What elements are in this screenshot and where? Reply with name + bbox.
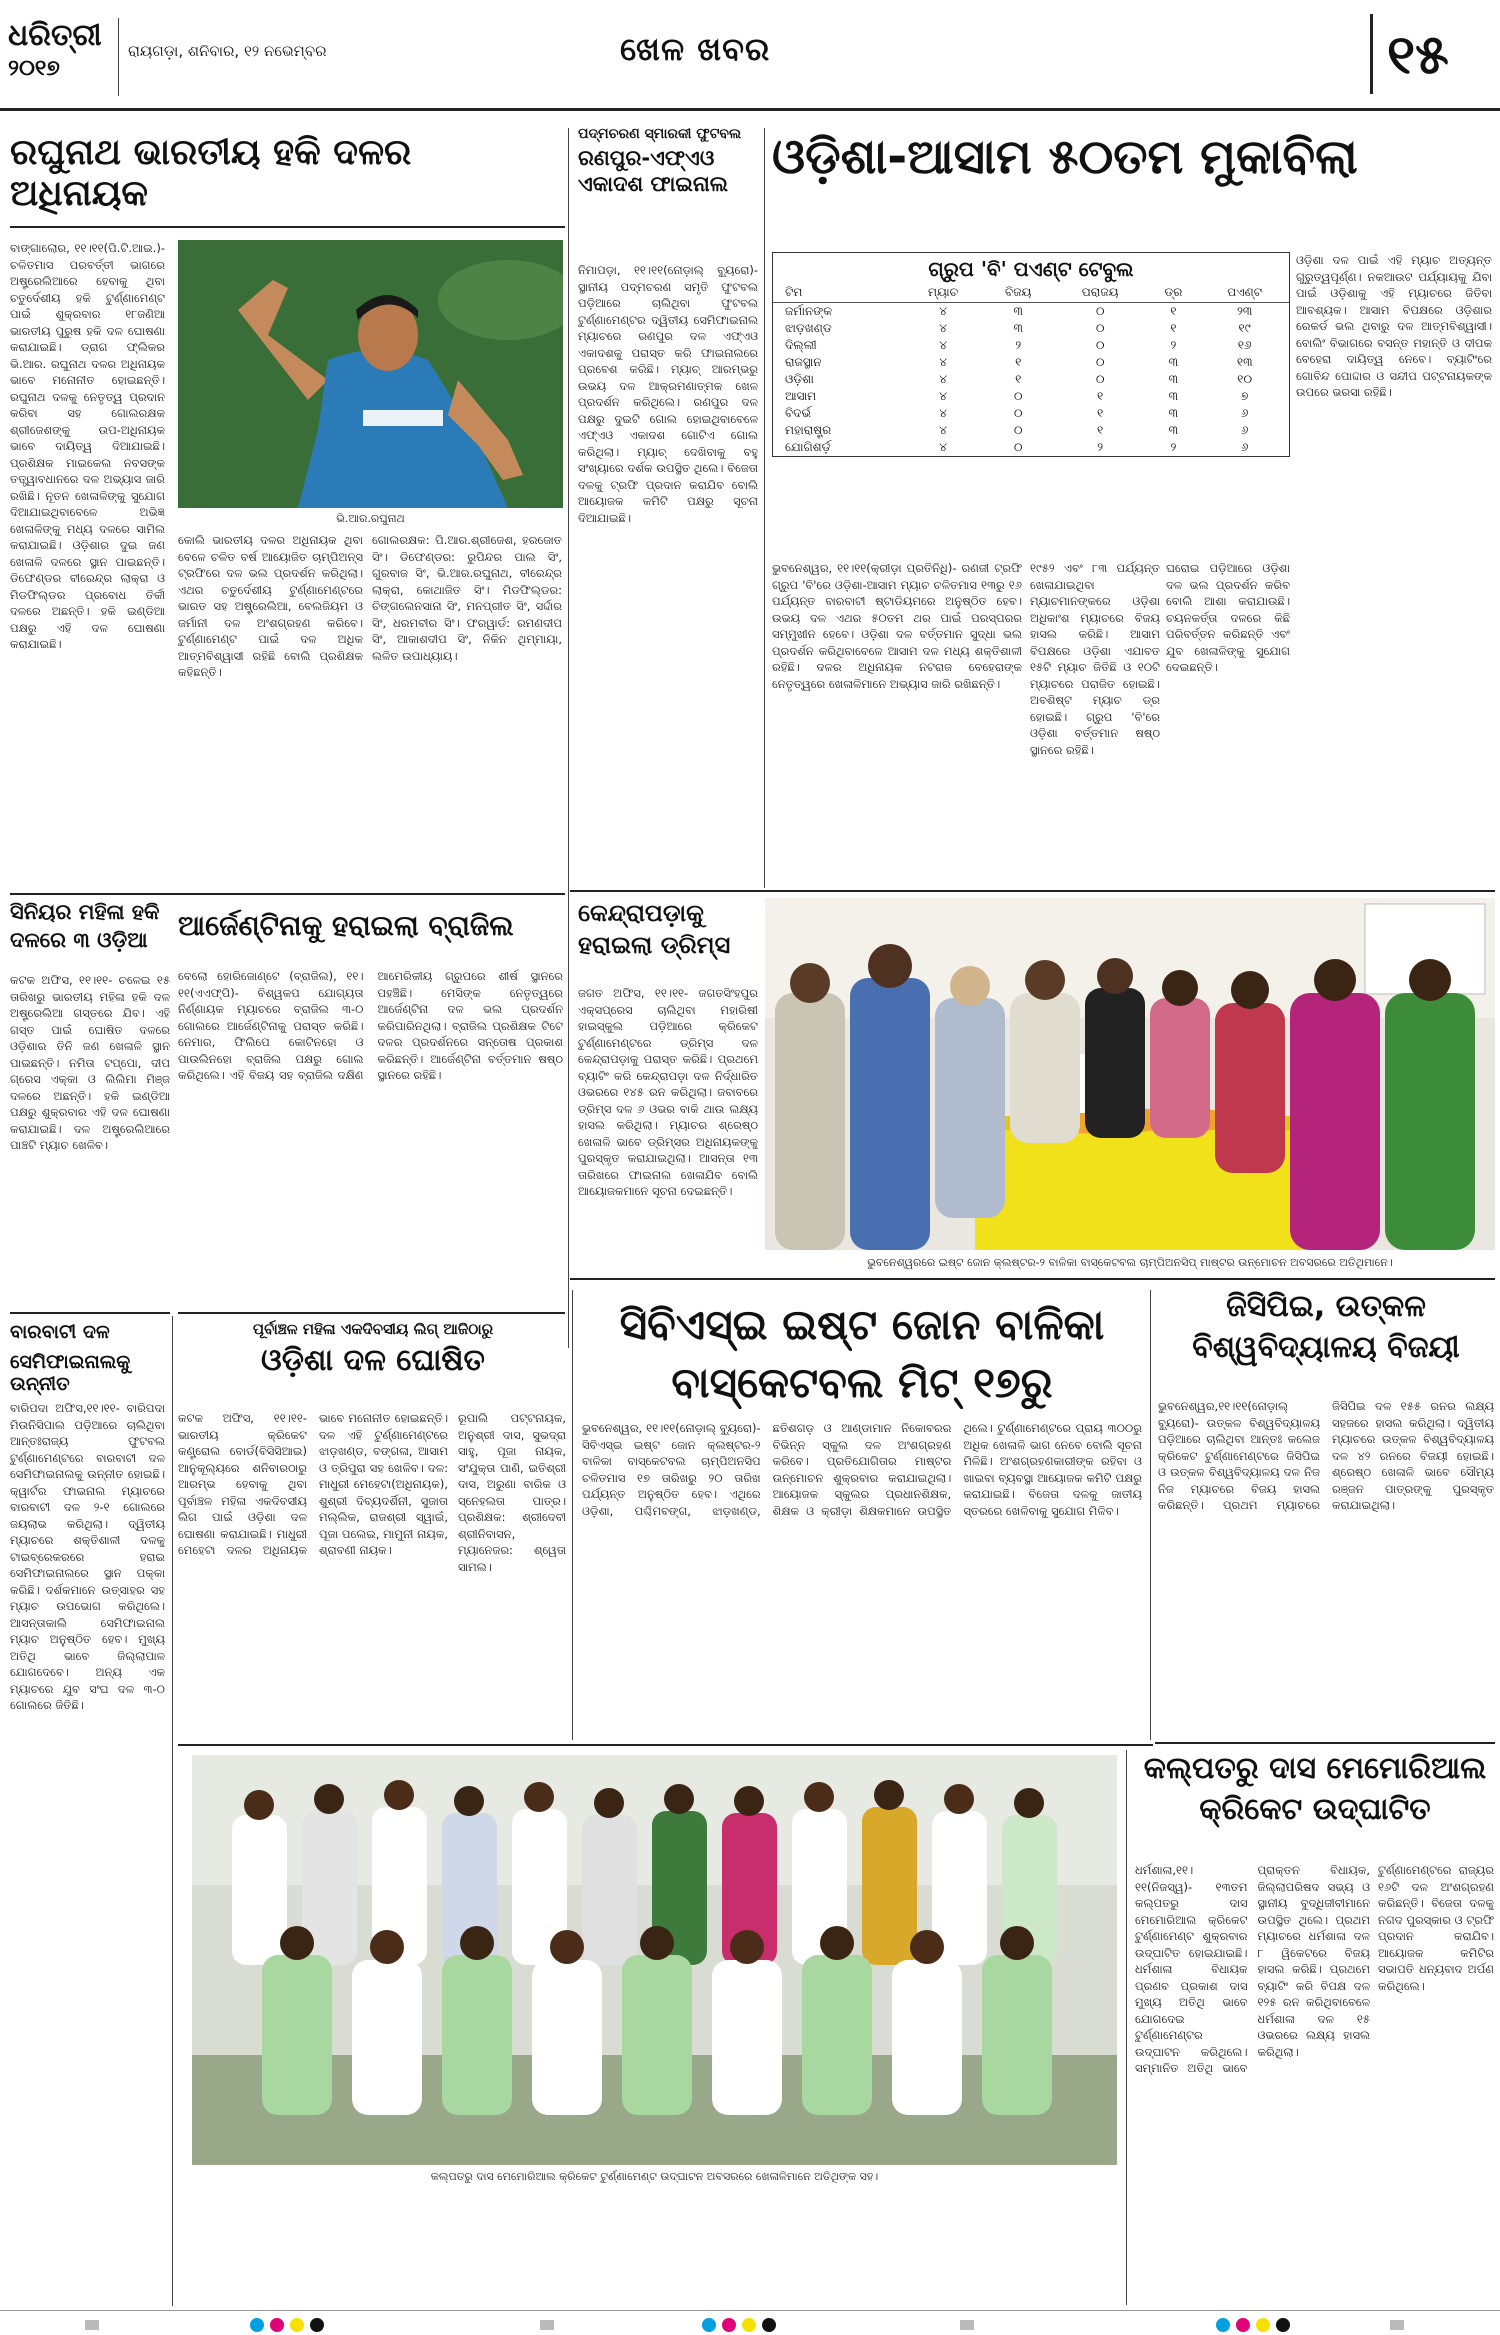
kalpataru-headline-line1: କଲ୍ପତରୁ ଦାସ ମେମୋରିଆଲ	[1143, 1751, 1487, 1786]
points-table-cell: ୦	[1013, 440, 1023, 454]
women-hockey-body: କଟକ ଅଫିସ, ୧୧।୧୧- ଚଳେଇ ୧୫ ତାରିଖରୁ ଭାରତୀୟ ମହିଳା ହକି ଦଳ ଅଷ୍ଟ୍ରେଲିଆ ଗସ୍ତରେ ଯିବ। ଏହି ଗସ୍ତ ପାଇଁ ଘୋଷିତ ଦଳରେ ଓଡ଼ିଶାର ତିନି ଜଣ ଖେଳାଳି ସ୍ଥାନ ପାଇଛନ୍ତି। ନମିତା ଟପ୍ପୋ, ଦୀପ ଗ୍ରେସ ଏକ୍କା ଓ ଲିଲିମା ମିଞ୍ଜ ଦଳରେ ଅଛନ୍ତି। ହକି ଇଣ୍ଡିଆ ପକ୍ଷରୁ ଶୁକ୍ରବାର ଏହି ଦଳ ଘୋଷଣା କରାଯାଇଛି। ଦଳ ଅଷ୍ଟ୍ରେଲିଆରେ ପାଞ୍ଚଟି ମ୍ୟାଚ ଖେଳିବ।	[10, 973, 170, 1152]
points-table-cell: ୩	[1168, 423, 1179, 437]
points-table-cell: ୨	[1170, 338, 1177, 352]
kendrapara-headline-block	[578, 900, 758, 959]
points-table-cell: ୬	[1240, 440, 1249, 454]
women-hockey-headline-block	[10, 900, 170, 952]
points-table-cell: ୨	[1015, 338, 1022, 352]
points-table-cell: ୨	[1097, 440, 1104, 454]
points-table-header-cell: ବିଜୟ	[983, 283, 1054, 303]
points-table-cell: ୪	[939, 389, 947, 403]
kendrapara-headline-line1: କେନ୍ଦ୍ରାପଡ଼ାକୁ	[578, 899, 704, 927]
section-rule	[570, 1278, 1495, 1280]
points-table-cell: ୩	[1168, 406, 1179, 420]
cricket-team-illustration	[192, 1755, 1117, 2165]
hockey-captain-headline: ରଘୁନାଥ ଭାରତୀୟ ହକି ଦଳର ଅଧିନାୟକ	[10, 132, 412, 215]
edition-code: ୨୦୧୭	[8, 55, 60, 81]
cricket-team-photo	[192, 1755, 1117, 2165]
points-table-cell: ୩	[1013, 304, 1023, 318]
kalpataru-body: ଧର୍ମଶାଳା,୧୧।୧୧(ନିଜସ୍ୱ)- ୧୩ତମ କଲ୍ପତରୁ ଦାସ ମେମୋରିଆଲ କ୍ରିକେଟ ଟୁର୍ଣ୍ଣାମେଣ୍ଟ ଶୁକ୍ରବାର ଉଦ୍‌ଘାଟିତ ହୋଇଯାଇଛି। ଧର୍ମଶାଳା ବିଧାୟକ ପ୍ରଣବ ପ୍ରକାଶ ଦାସ ମୁଖ୍ୟ ଅତିଥି ଭାବେ ଯୋଗଦେଇ ଟୁର୍ଣ୍ଣାମେଣ୍ଟର ଉଦ୍‌ଘାଟନ କରିଥିଲେ। ସମ୍ମାନିତ ଅତିଥି ଭାବେ ପ୍ରାକ୍ତନ ବିଧାୟକ, ଜିଲ୍ଲାପରିଷଦ ସଭ୍ୟ ଓ ସ୍ଥାନୀୟ ବୁଦ୍ଧିଜୀବୀମାନେ ଉପସ୍ଥିତ ଥିଲେ। ପ୍ରଥମ ମ୍ୟାଚରେ ଧର୍ମଶାଳା ଦଳ ୮ ୱିକେଟରେ ବିଜୟ ହାସଲ କରିଛି। ପ୍ରଥମେ ବ୍ୟାଟିଂ କରି ବିପକ୍ଷ ଦଳ ୧୨୫ ରନ କରିଥିବାବେଳେ ଧର୍ମଶାଳା ଦଳ ୧୫ ଓଭରରେ ଲକ୍ଷ୍ୟ ହାସଲ କରିଥିଲା।	[1135, 1863, 1370, 2075]
logo-text: ଧରିତ୍ରୀ	[8, 18, 102, 53]
page-number: ୧୫	[1387, 22, 1449, 86]
points-table-cell: ୪	[939, 406, 947, 420]
points-table-cell: ୦	[1095, 372, 1105, 386]
section-rule	[178, 1312, 565, 1314]
kalpataru-headline-line2: କ୍ରିକେଟ ଉଦ୍‌ଘାଟିତ	[1199, 1791, 1431, 1827]
front-row-players	[262, 1926, 1052, 2115]
points-table-header-cell: ମ୍ୟାଚ	[904, 283, 983, 303]
column-rule	[568, 128, 569, 1348]
hockey-story-col2: କୋଲି ଭାରତୀୟ ଦଳର ଅଧିନାୟକ ଥିବା ବେଳେ ଚଳିତ ବର୍ଷ ଆୟୋଜିତ ଚାମ୍ପିଅନ୍ସ ଟ୍ରଫିରେ ଦଳ ଭଲ ପ୍ରଦର୍ଶନ କରିଥିଲା। ଏଥର ଚତୁର୍ଦେଶୀୟ ଟୁର୍ଣ୍ଣାମେଣ୍ଟରେ ଭାରତ ସହ ଅଷ୍ଟ୍ରେଲିଆ, ବେଲଜିୟମ ଓ ଜର୍ମାନୀ ଦଳ ଅଂଶଗ୍ରହଣ କରିବେ। ଟୁର୍ଣ୍ଣାମେଣ୍ଟ ପାଇଁ ଦଳ ଅଧିକ ଆତ୍ମବିଶ୍ୱାସୀ ରହିଛି ବୋଲି ପ୍ରଶିକ୍ଷକ କହିଛନ୍ତି।	[178, 533, 363, 679]
points-table-cell: ୩	[1168, 389, 1179, 403]
points-table-cell: ୧	[1097, 423, 1104, 437]
points-table-grid	[773, 283, 1289, 456]
page-number-box	[1370, 14, 1495, 94]
points-table-cell: ୦	[1013, 406, 1023, 420]
points-table-cell: ୧	[1015, 355, 1022, 369]
points-table-cell: ୦	[1013, 423, 1023, 437]
hockey-story-col1: ବାଙ୍ଗାଲୋର, ୧୧।୧୧(ପି.ଟି.ଆଇ.)- ଚଳିତମାସ ପରବର୍ତ୍ତୀ ଭାଗରେ ଅଷ୍ଟ୍ରେଲିଆରେ ହେବାକୁ ଥିବା ଚତୁର୍ଦେଶୀୟ ହକି ଟୁର୍ଣ୍ଣାମେଣ୍ଟ ପାଇଁ ଶୁକ୍ରବାର ୧୮ଜଣିଆ ଭାରତୀୟ ପୁରୁଷ ହକି ଦଳ ଘୋଷଣା କରାଯାଇଛି। ଡ୍ରାଗ ଫ୍ଲିକର ଭି.ଆର. ରଘୁନାଥ ଦଳର ଅଧିନାୟକ ଭାବେ ମନୋନୀତ ହୋଇଛନ୍ତି। ରଘୁନାଥ ଦଳକୁ ନେତୃତ୍ୱ ପ୍ରଦାନ କରିବା ସହ ଗୋଲରକ୍ଷକ ଶ୍ରୀଜେଶଙ୍କୁ ଉପ-ଅଧିନାୟକ ଭାବେ ଦାୟିତ୍ୱ ଦିଆଯାଇଛି। ପ୍ରଶିକ୍ଷକ ମାଇକେଲ ନବସଙ୍କ ତତ୍ତ୍ୱାବଧାନରେ ଦଳ ଅଭ୍ୟାସ ଜାରି ରଖିଛି। ନୂତନ ଖେଳାଳିଙ୍କୁ ସୁଯୋଗ ଦିଆଯାଇଥିବାବେଳେ ଅଭିଜ୍ଞ ଖେଳାଳିଙ୍କୁ ମଧ୍ୟ ଦଳରେ ସାମିଲ କରାଯାଇଛି। ଓଡ଼ିଶାର ଦୁଇ ଜଣ ଖେଳାଳି ଦଳରେ ସ୍ଥାନ ପାଇଛନ୍ତି। ଡିଫେଣ୍ଡର ବୀରେନ୍ଦ୍ର ଲାକ୍ରା ଓ ମିଡଫିଲ୍ଡର ପ୍ରବୋଧ ତିର୍କୀ ଦଳରେ ଅଛନ୍ତି। ହକି ଇଣ୍ଡିଆ ପକ୍ଷରୁ ଏହି ଦଳ ଘୋଷଣା କରାଯାଇଛି।	[10, 241, 165, 651]
barbati-headline-line2: ସେମିଫାଇନାଲକୁ ଉନ୍ନୀତ	[10, 1350, 131, 1395]
odisha-assam-col2: ୧୯୫୨ ଏବଂ ୮୩ ପର୍ଯ୍ୟନ୍ତ ଖେଳାଯାଇଥିବା ମ୍ୟାଚମାନଙ୍କରେ ଓଡ଼ିଶା ଅଧିକାଂଶ ମ୍ୟାଚରେ ବିଜୟ ହାସଲ କରିଛି। ଆସାମ ବିପକ୍ଷରେ ଓଡ଼ିଶା ଏଯାବତ ୧୫ଟି ମ୍ୟାଚ ଜିତିଛି ଓ ୧୦ଟି ମ୍ୟାଚରେ ପରାଜିତ ହୋଇଛି। ଅବଶିଷ୍ଟ ମ୍ୟାଚ ଡ୍ର ହୋଇଛି। ଗ୍ରୁପ 'ବି'ରେ ଓଡ଼ିଶା ବର୍ତ୍ତମାନ ଷଷ୍ଠ ସ୍ଥାନରେ ରହିଛି।	[1030, 561, 1160, 757]
points-table-header-cell: ପଏଣ୍ଟ	[1200, 283, 1289, 303]
points-table-header-cell: ପରାଜୟ	[1054, 283, 1147, 303]
football-kicker: ପଦ୍ମଚରଣ ସ୍ମାରକୀ ଫୁଟବଲ	[578, 126, 742, 142]
football-headline-line1: ରଣପୁର-ଏଫ୍‌ଏଓ	[578, 146, 715, 170]
gcpe-headline-line1: ଜିସିପିଇ, ଉତ୍କଳ	[1226, 1289, 1426, 1324]
points-table-cell: ୩	[1013, 321, 1023, 335]
barbati-headline-block	[10, 1322, 165, 1396]
hockey-player-illustration	[178, 240, 563, 508]
kalpataru-body-cont: ଟୁର୍ଣ୍ଣାମେଣ୍ଟରେ ରାଜ୍ୟର ୧୬ଟି ଦଳ ଅଂଶଗ୍ରହଣ କରିଛନ୍ତି। ବିଜେତା ଦଳକୁ ନଗଦ ପୁରସ୍କାର ଓ ଟ୍ରଫି ପ୍ରଦାନ କରାଯିବ। ଆୟୋଜକ କମିଟିର ସଭାପତି ଧନ୍ୟବାଦ ଅର୍ପଣ କରିଥିଲେ।	[1378, 1863, 1494, 1993]
barbati-headline-line1: ବାରବାଟୀ ଦଳ	[10, 1321, 110, 1343]
section-rule	[1155, 1742, 1495, 1744]
points-table-cell: ୭	[1240, 389, 1249, 403]
barbati-body: ବାରିପଦା ଅଫିସ,୧୧।୧୧- ବାରିପଦା ମିଉନିସିପାଲ ପଡ଼ିଆରେ ଚାଲିଥିବା ଆନ୍ତଃରାଜ୍ୟ ଫୁଟବଲ ଟୁର୍ଣ୍ଣାମେଣ୍ଟରେ ବାରବାଟୀ ଦଳ ସେମିଫାଇନାଲକୁ ଉନ୍ନୀତ ହୋଇଛି। କ୍ୱାର୍ଟର ଫାଇନାଲ ମ୍ୟାଚରେ ବାରବାଟୀ ଦଳ ୨-୧ ଗୋଲରେ ଜୟଲାଭ କରିଥିଲା। ଦ୍ୱିତୀୟ ମ୍ୟାଚରେ ଶକ୍ତିଶାଳୀ ଦଳକୁ ଟାଇବ୍ରେକରରେ ହରାଇ ସେମିଫାଇନାଲରେ ସ୍ଥାନ ପକ୍କା କରିଛି। ଦର୍ଶକମାନେ ଉତ୍ସାହର ସହ ମ୍ୟାଚ ଉପଭୋଗ କରିଥିଲେ। ଆସନ୍ତାକାଲି ସେମିଫାଇନାଲ ମ୍ୟାଚ ଅନୁଷ୍ଠିତ ହେବ। ମୁଖ୍ୟ ଅତିଥି ଭାବେ ଜିଲ୍ଲାପାଳ ଯୋଗଦେବେ। ଅନ୍ୟ ଏକ ମ୍ୟାଚରେ ଯୁବ ସଂଘ ଦଳ ୩-୦ ଗୋଲରେ ଜିତିଛି।	[10, 1401, 165, 1712]
points-table-cell: ୧	[1097, 406, 1104, 420]
column-rule	[764, 128, 765, 888]
points-table-cell: ରାଜସ୍ଥାନ	[785, 355, 822, 369]
section-rule	[178, 1744, 1153, 1746]
column-rule	[572, 1290, 573, 1740]
points-table-title: ଗ୍ରୁପ 'ବି' ପଏଣ୍ଟ ଟେବୁଲ	[928, 257, 1134, 281]
odisha-assam-col4: ଓଡ଼ିଶା ଦଳ ପାଇଁ ଏହି ମ୍ୟାଚ ଅତ୍ୟନ୍ତ ଗୁରୁତ୍ୱପୂର୍ଣ୍ଣ। ନକଆଉଟ ପର୍ଯ୍ୟାୟକୁ ଯିବା ପାଇଁ ଓଡ଼ିଶାକୁ ଏହି ମ୍ୟାଚରେ ଜିତିବା ଆବଶ୍ୟକ। ଆସାମ ବିପକ୍ଷରେ ଓଡ଼ିଶାର ରେକର୍ଡ ଭଲ ଥିବାରୁ ଦଳ ଆତ୍ମବିଶ୍ୱାସୀ। ବୋଲିଂ ବିଭାଗରେ ବସନ୍ତ ମହାନ୍ତି ଓ ଦୀପକ ବେହେରା ଦାୟିତ୍ୱ ନେବେ। ବ୍ୟାଟିଂରେ ଗୋବିନ୍ଦ ପୋଦ୍ଦାର ଓ ସନ୍ଦୀପ ପଟ୍ଟନାୟକଙ୍କ ଉପରେ ଭରସା ରହିଛି।	[1296, 253, 1492, 399]
gcpe-headline-block	[1158, 1290, 1494, 1365]
odisha-assam-col3: ଘରୋଇ ପଡ଼ିଆରେ ଓଡ଼ିଶା ଦଳ ଭଲ ପ୍ରଦର୍ଶନ କରିବ ବୋଲି ଆଶା କରାଯାଉଛି। ଚୟନକର୍ତ୍ତା ଦଳରେ କିଛି ପରିବର୍ତ୍ତନ କରିଛନ୍ତି ଏବଂ ଯୁବ ଖେଳାଳିଙ୍କୁ ସୁଯୋଗ ଦେଇଛନ୍ତି।	[1166, 561, 1290, 674]
brazil-body: ବେଲୋ ହୋରିଜୋଣ୍ଟେ (ବ୍ରାଜିଲ), ୧୧।୧୧(ଏଏଫ୍‌ପି)- ବିଶ୍ୱକପ ଯୋଗ୍ୟତା ନିର୍ଣ୍ଣାୟକ ମ୍ୟାଚରେ ବ୍ରାଜିଲ ୩-୦ ଗୋଲରେ ଆର୍ଜେଣ୍ଟିନାକୁ ପରାସ୍ତ କରିଛି। ନେମାର, ଫିଲିପେ କୋଟିନହୋ ଓ ପାଉଲିନହୋ ବ୍ରାଜିଲ ପକ୍ଷରୁ ଗୋଲ କରିଥିଲେ। ଏହି ବିଜୟ ସହ ବ୍ରାଜିଲ ଦକ୍ଷିଣ ଆମେରିକୀୟ ଗ୍ରୁପରେ ଶୀର୍ଷ ସ୍ଥାନରେ ପହଞ୍ଚିଛି। ମେସିଙ୍କ ନେତୃତ୍ୱରେ ଆର୍ଜେଣ୍ଟିନା ଦଳ ଭଲ ପ୍ରଦର୍ଶନ କରିପାରିନଥିଲା। ବ୍ରାଜିଲ ପ୍ରଶିକ୍ଷକ ଟିଟେ ଦଳର ପ୍ରଦର୍ଶନରେ ସନ୍ତୋଷ ପ୍ରକାଶ କରିଛନ୍ତି। ଆର୍ଜେଣ୍ଟିନା ବର୍ତ୍ତମାନ ଷଷ୍ଠ ସ୍ଥାନରେ ରହିଛି।	[178, 969, 563, 1082]
points-table-cell: ୬	[1240, 423, 1249, 437]
points-table-row	[773, 422, 1289, 439]
basketball-meet-illustration	[765, 898, 1495, 1250]
points-table-header-cell: ଡ୍ର	[1146, 283, 1200, 303]
points-table-cell: ମହାରାଷ୍ଟ୍ର	[785, 423, 832, 437]
points-table-row	[773, 320, 1289, 337]
kendrapara-story-body: ଜଗତ ଅଫିସ, ୧୧।୧୧- ଜଗତସିଂହପୁର ଏକ୍ସପ୍ରେସ ଚାଲିଥିବା ମହାରିଷୀ ହାଇସ୍କୁଲ ପଡ଼ିଆରେ କ୍ରିକେଟ ଟୁର୍ଣ୍ଣାମେଣ୍ଟରେ ଡ୍ରିମ୍ସ ଦଳ କେନ୍ଦ୍ରାପଡ଼ାକୁ ପରାସ୍ତ କରିଛି। ପ୍ରଥମେ ବ୍ୟାଟିଂ କରି କେନ୍ଦ୍ରାପଡ଼ା ଦଳ ନିର୍ଦ୍ଧାରିତ ଓଭରରେ ୧୪୫ ରନ କରିଥିଲା। ଜବାବରେ ଡ୍ରିମ୍ସ ଦଳ ୬ ଓଭର ବାକି ଥାଉ ଲକ୍ଷ୍ୟ ହାସଲ କରିଥିଲା। ମ୍ୟାଚର ଶ୍ରେଷ୍ଠ ଖେଳାଳି ଭାବେ ଡ୍ରିମ୍ସର ଅଧିନାୟକଙ୍କୁ ପୁରସ୍କୃତ କରାଯାଇଥିଲା। ଆସନ୍ତା ୧୩ ତାରିଖରେ ଫାଇନାଲ ଖେଳାଯିବ ବୋଲି ଆୟୋଜକମାନେ ସୂଚନା ଦେଇଛନ୍ତି।	[578, 986, 758, 1198]
section-rule	[10, 893, 565, 895]
points-table-row	[773, 405, 1289, 422]
points-table-cell: ୪	[939, 338, 947, 352]
points-table-cell: ୧	[1015, 372, 1022, 386]
women-hockey-headline-line2: ଦଳରେ ୩ ଓଡ଼ିଆ	[10, 928, 148, 953]
hockey-photo-caption: ଭି.ଆର.ରଘୁନାଥ	[336, 512, 405, 525]
points-table-cell: ୬	[1240, 406, 1249, 420]
basketball-meet-caption: ଭୁବନେଶ୍ୱରରେ ଇଷ୍ଟ ଜୋନ କ୍ଲଷ୍ଟର-୨ ବାଳିକା ବାସ୍କେଟବଲ ଚାମ୍ପିଅନସିପ୍‌ ମାଷ୍ଟର ଉନ୍ମୋଚନ ଅବସରରେ ଅତିଥିମାନେ।	[867, 1256, 1393, 1269]
headline-rule	[10, 226, 565, 228]
football-story-body: ନିମାପଡ଼ା, ୧୧।୧୧(ନୋଡ଼ାଲ୍ ବ୍ୟୁରୋ)- ସ୍ଥାନୀୟ ପଦ୍ମଚରଣ ସମୃତି ଫୁଟବଲ ପଡ଼ିଆରେ ଚାଲିଥିବା ଫୁଟବଲ ଟୁର୍ଣ୍ଣାମେଣ୍ଟର ଦ୍ୱିତୀୟ ସେମିଫାଇନାଲ ମ୍ୟାଚରେ ରଣପୁର ଦଳ ଏଫ୍‌ଏଓ ଏକାଦଶକୁ ପରାସ୍ତ କରି ଫାଇନାଲରେ ପ୍ରବେଶ କରିଛି। ମ୍ୟାଚ୍ ଆରମ୍ଭରୁ ଉଭୟ ଦଳ ଆକ୍ରମଣାତ୍ମକ ଖେଳ ପ୍ରଦର୍ଶନ କରିଥିଲେ। ରଣପୁର ଦଳ ପକ୍ଷରୁ ଦୁଇଟି ଗୋଲ ହୋଇଥିବାବେଳେ ଏଫ୍‌ଏଓ ଏକାଦଶ ଗୋଟିଏ ଗୋଲ କରିଥିଲା। ମ୍ୟାଚ୍ ଦେଖିବାକୁ ବହୁ ସଂଖ୍ୟାରେ ଦର୍ଶକ ଉପସ୍ଥିତ ଥିଲେ। ବିଜେତା ଦଳକୁ ଟ୍ରଫି ପ୍ରଦାନ କରାଯିବ ବୋଲି ଆୟୋଜକ କମିଟି ପକ୍ଷରୁ ସୂଚନା ଦିଆଯାଇଛି।	[578, 263, 758, 525]
women-cricket-kicker: ପୂର୍ବାଞ୍ଚଳ ମହିଳା ଏକଦିବସୀୟ ଲିଗ୍ ଆଜିଠାରୁ	[252, 1320, 494, 1338]
points-table-cell: ୪	[939, 372, 947, 386]
odisha-assam-headline: ଓଡ଼ିଶା-ଆସାମ ୫୦ତମ ମୁକାବିଲା	[772, 129, 1358, 185]
women-cricket-headline: ଓଡ଼ିଶା ଦଳ ଘୋଷିତ	[261, 1343, 485, 1378]
women-cricket-body-cont: ରୂପାଲି ପଟ୍ଟନାୟକ, ଅନୁଶ୍ରୀ ଦାସ, ସୁଭଦ୍ରା ସାହୁ, ପୂଜା ନାୟକ, ସଂଯୁକ୍ତା ପାଣି, ଇତିଶ୍ରୀ ଦାସ, ଅରୁଣା ବାରିକ ଓ ସ୍ନେହଲତା ପାତ୍ର। ପ୍ରଶିକ୍ଷକ: ଶ୍ରୀଦେବୀ ଶ୍ରୀନିବାସନ, ମ୍ୟାନେଜର: ଶ୍ୱେତା ସାମଲ।	[458, 1411, 566, 1574]
masthead	[0, 0, 1500, 110]
points-table-cell: ଦିଲ୍ଲୀ	[785, 338, 817, 352]
points-table-cell: ୧	[1170, 304, 1177, 318]
points-table-body	[773, 303, 1289, 457]
points-table-header-row	[773, 283, 1289, 303]
football-headline-line2: ଏକାଦଶ ଫାଇନାଲ	[578, 172, 729, 197]
points-table-cell: ଓଡ଼ିଶା	[785, 372, 814, 386]
cbse-basketball-headline: ସିବିଏସ୍‌ଇ ଇଷ୍ଟ ଜୋନ ବାଳିକା ବାସ୍କେଟବଲ ମିଟ୍ ୧୭ରୁ	[619, 1300, 1105, 1407]
gcpe-body: ଭୁବନେଶ୍ୱର,୧୧।୧୧(ନୋଡ଼ାଲ୍ ବ୍ୟୁରୋ)- ଉତ୍କଳ ବିଶ୍ୱବିଦ୍ୟାଳୟ ପଡ଼ିଆରେ ଚାଲିଥିବା ଆନ୍ତଃ କଲେଜ କ୍ରିକେଟ ଟୁର୍ଣ୍ଣାମେଣ୍ଟରେ ଜିସିପିଇ ଓ ଉତ୍କଳ ବିଶ୍ୱବିଦ୍ୟାଳୟ ଦଳ ନିଜ ନିଜ ମ୍ୟାଚରେ ବିଜୟ ହାସଲ କରିଛନ୍ତି। ପ୍ରଥମ ମ୍ୟାଚରେ ଜିସିପିଇ ଦଳ ୧୫୫ ରନର ଲକ୍ଷ୍ୟ ସହଜରେ ହାସଲ କରିଥିଲା। ଦ୍ୱିତୀୟ ମ୍ୟାଚରେ ଉତ୍କଳ ବିଶ୍ୱବିଦ୍ୟାଳୟ ଦଳ ୪୨ ରନରେ ବିଜୟୀ ହୋଇଛି। ଶ୍ରେଷ୍ଠ ଖେଳାଳି ଭାବେ ସୌମ୍ୟ ରଞ୍ଜନ ପାତ୍ରଙ୍କୁ ପୁରସ୍କୃତ କରାଯାଇଥିଲା।	[1158, 1399, 1494, 1512]
points-table-row	[773, 354, 1289, 371]
points-table-cell: ୧	[1170, 321, 1177, 335]
points-table-cell: ୦	[1095, 338, 1105, 352]
gcpe-headline-line2: ବିଶ୍ୱବିଦ୍ୟାଳୟ ବିଜୟୀ	[1192, 1329, 1460, 1365]
points-table-header-cell: ଟିମ	[773, 283, 904, 303]
points-table-cell: ୦	[1095, 304, 1105, 318]
points-table-cell: ୦	[1095, 321, 1105, 335]
points-table-cell: ୪	[939, 423, 947, 437]
odisha-assam-col1: ଭୁବନେଶ୍ୱର, ୧୧।୧୧(କ୍ରୀଡ଼ା ପ୍ରତିନିଧି)- ରଣଜୀ ଟ୍ରଫି ଗ୍ରୁପ 'ବି'ରେ ଓଡ଼ିଶା-ଆସାମ ମ୍ୟାଚ ଚଳିତମାସ ୧୩ରୁ ୧୬ ପର୍ଯ୍ୟନ୍ତ ବାରବାଟୀ ଷ୍ଟାଡିୟମରେ ଅନୁଷ୍ଠିତ ହେବ। ଉଭୟ ଦଳ ଏଥର ୫୦ତମ ଥର ପାଇଁ ପରସ୍ପରର ସମ୍ମୁଖୀନ ହେବେ। ଓଡ଼ିଶା ଦଳ ବର୍ତ୍ତମାନ ସୁଦ୍ଧା ଭଲ ପ୍ରଦର୍ଶନ କରିଥିବାବେଳେ ଆସାମ ଦଳ ମଧ୍ୟ ଶକ୍ତିଶାଳୀ ରହିଛି। ଦଳର ଅଧିନାୟକ ନଟରାଜ ବେହେରାଙ୍କ ନେତୃତ୍ୱରେ ଖେଳାଳିମାନେ ଅଭ୍ୟାସ ଜାରି ରଖିଛନ୍ତି।	[772, 561, 1022, 691]
points-table-cell: ୨	[1170, 440, 1177, 454]
cricket-team-caption: କଲ୍ପତରୁ ଦାସ ମେମୋରିଆଲ କ୍ରିକେଟ ଟୁର୍ଣ୍ଣାମେଣ୍ଟ ଉଦ୍‌ଘାଟନ ଅବସରରେ ଖେଳାଳିମାନେ ଅତିଥିଙ୍କ ସହ।	[430, 2170, 879, 2183]
points-table-cell: ୪	[939, 321, 947, 335]
points-table	[772, 252, 1290, 457]
points-table-row	[773, 439, 1289, 456]
points-table-row	[773, 371, 1289, 388]
points-table-cell: ବିଦର୍ଭ	[785, 406, 811, 420]
points-table-cell: ଆସାମ	[785, 389, 817, 403]
section-rule	[570, 890, 1495, 892]
points-table-cell: ୩	[1168, 355, 1179, 369]
points-table-cell: ୧୬	[1237, 338, 1252, 352]
points-table-cell: ୪	[939, 304, 947, 318]
points-table-cell: ୦	[1095, 355, 1105, 369]
masthead-divider	[118, 18, 119, 96]
points-table-cell: ୩	[1168, 372, 1179, 386]
column-rule	[172, 1316, 173, 2306]
women-cricket-headline-block	[178, 1320, 568, 1379]
points-table-cell: ୨୩	[1236, 304, 1253, 318]
kendrapara-headline-line2: ହରାଇଲା ଡ୍ରିମ୍ସ	[578, 930, 731, 959]
basketball-meet-photo	[765, 898, 1495, 1250]
women-cricket-body: କଟକ ଅଫିସ, ୧୧।୧୧- ଭାରତୀୟ କ୍ରିକେଟ କଣ୍ଟ୍ରୋଲ ବୋର୍ଡ(ବିସିସିଆଇ) ଆନୁକୂଲ୍ୟରେ ଶନିବାରଠାରୁ ଆରମ୍ଭ ହେବାକୁ ଥିବା ପୂର୍ବାଞ୍ଚଳ ମହିଳା ଏକଦିବସୀୟ ଲିଗ ପାଇଁ ଓଡ଼ିଶା ଦଳ ଘୋଷଣା କରାଯାଇଛି। ମାଧୁରୀ ମେହେଟା ଦଳର ଅଧିନାୟକ ଭାବେ ମନୋନୀତ ହୋଇଛନ୍ତି। ଦଳ ଏହି ଟୁର୍ଣ୍ଣାମେଣ୍ଟରେ ଝାଡ଼ଖଣ୍ଡ, ବଙ୍ଗଳା, ଆସାମ ଓ ତ୍ରିପୁରା ସହ ଖେଳିବ। ଦଳ: ମାଧୁରୀ ମେହେଟା(ଅଧିନାୟକ), ଶୁଶ୍ରୀ ଦିବ୍ୟଦର୍ଶିନୀ, ସୁଜାତା ମଲ୍ଲିକ, ରାଜଶ୍ରୀ ସ୍ୱାଇଁ, ପୂଜା ପଲେଇ, ମାମୁନୀ ନାୟକ, ଶ୍ରାବଣୀ ନାୟକ।	[178, 1411, 448, 1557]
section-title: ଖେଳ ଖବର	[620, 30, 771, 68]
kalpataru-headline-block	[1135, 1752, 1495, 1827]
brazil-headline: ଆର୍ଜେଣ୍ଟିନାକୁ ହରାଇଲା ବ୍ରାଜିଲ	[178, 909, 514, 942]
points-table-cell: ୪	[939, 355, 947, 369]
column-rule	[1126, 1750, 1127, 2305]
points-table-cell: ୧୦	[1237, 372, 1253, 386]
column-rule	[1150, 1290, 1151, 1740]
masthead-rule	[0, 108, 1500, 111]
points-table-cell: ୦	[1013, 389, 1023, 403]
section-rule	[10, 1312, 170, 1314]
points-table-cell: ୧	[1097, 389, 1104, 403]
women-hockey-headline-line1: ସିନିୟର ମହିଳା ହକି	[10, 900, 160, 924]
hockey-player-photo	[178, 240, 563, 508]
points-table-cell: ୪	[939, 440, 947, 454]
points-table-row	[773, 388, 1289, 405]
points-table-cell: ୧୩	[1236, 355, 1253, 369]
points-table-cell: ୧୯	[1238, 321, 1251, 335]
points-table-cell: ଜର୍ମାନଙ୍କ	[785, 304, 833, 318]
dateline: ରାୟଗଡ଼ା, ଶନିବାର, ୧୨ ନଭେମ୍ବର	[128, 42, 327, 60]
points-table-cell: ଝାଡ଼ଖଣ୍ଡ	[785, 321, 832, 335]
points-table-cell: ଯୋଗିଶର୍ଡ଼	[785, 440, 831, 454]
hockey-story-col3: ଗୋଲରକ୍ଷକ: ପି.ଆର.ଶ୍ରୀଜେଶ, ହରଜୋତ ସିଂ। ଡିଫେଣ୍ଡର: ରୁପିନ୍ଦର ପାଲ ସିଂ, ଗୁରବାଜ ସିଂ, ଭି.ଆର.ରଘୁନାଥ, ବୀରେନ୍ଦ୍ର ଲାକ୍ରା, କୋଥାଜିତ ସିଂ। ମିଡଫିଲ୍ଡର: ଚିଙ୍ଗଲେନସାନା ସିଂ, ମନପ୍ରୀତ ସିଂ, ସର୍ଦ୍ଦାର ସିଂ, ଧରମବୀର ସିଂ। ଫରୱାର୍ଡ: ରମଣଦୀପ ସିଂ, ଆକାଶଦୀପ ସିଂ, ନିକିନ ଥିମ୍ମାୟା, ଲଳିତ ଉପାଧ୍ୟାୟ।	[372, 533, 562, 663]
newspaper-logo	[8, 18, 108, 98]
cbse-basketball-body: ଭୁବନେଶ୍ୱର, ୧୧।୧୧(ନୋଡ଼ାଲ୍ ବ୍ୟୁରୋ)- ସିବିଏସ୍‌ଇ ଇଷ୍ଟ ଜୋନ କ୍ଲଷ୍ଟର-୨ ବାଳିକା ବାସ୍କେଟବଲ ଚାମ୍ପିଅନସିପ ଚଳିତମାସ ୧୭ ତାରିଖରୁ ୨୦ ତାରିଖ ପର୍ଯ୍ୟନ୍ତ ଅନୁଷ୍ଠିତ ହେବ। ଏଥିରେ ଓଡ଼ିଶା, ପଶ୍ଚିମବଙ୍ଗ, ଝାଡ଼ଖଣ୍ଡ, ଛତିଶଗଡ଼ ଓ ଆଣ୍ଡାମାନ ନିକୋବରର ବିଭିନ୍ନ ସ୍କୁଲ ଦଳ ଅଂଶଗ୍ରହଣ କରିବେ। ପ୍ରତିଯୋଗିତାର ମାଷ୍ଟର ଉନ୍ମୋଚନ ଶୁକ୍ରବାର କରାଯାଇଥିଲା। ଆୟୋଜକ ସ୍କୁଲର ପ୍ରଧାନଶିକ୍ଷକ, ଶିକ୍ଷକ ଓ କ୍ରୀଡ଼ା ଶିକ୍ଷକମାନେ ଉପସ୍ଥିତ ଥିଲେ। ଟୁର୍ଣ୍ଣାମେଣ୍ଟରେ ପ୍ରାୟ ୩୦୦ରୁ ଅଧିକ ଖେଳାଳି ଭାଗ ନେବେ ବୋଲି ସୂଚନା ମିଳିଛି। ଅଂଶଗ୍ରହଣକାରୀଙ୍କ ରହିବା ଓ ଖାଇବା ବ୍ୟବସ୍ଥା ଆୟୋଜକ କମିଟି ପକ୍ଷରୁ କରାଯାଇଛି। ବିଜେତା ଦଳକୁ ଜାତୀୟ ସ୍ତରରେ ଖେଳିବାକୁ ସୁଯୋଗ ମିଳିବ।	[582, 1421, 1142, 1518]
football-headline-block	[578, 126, 748, 196]
points-table-row	[773, 303, 1289, 321]
footer-rule	[0, 2310, 1500, 2311]
points-table-row	[773, 337, 1289, 354]
